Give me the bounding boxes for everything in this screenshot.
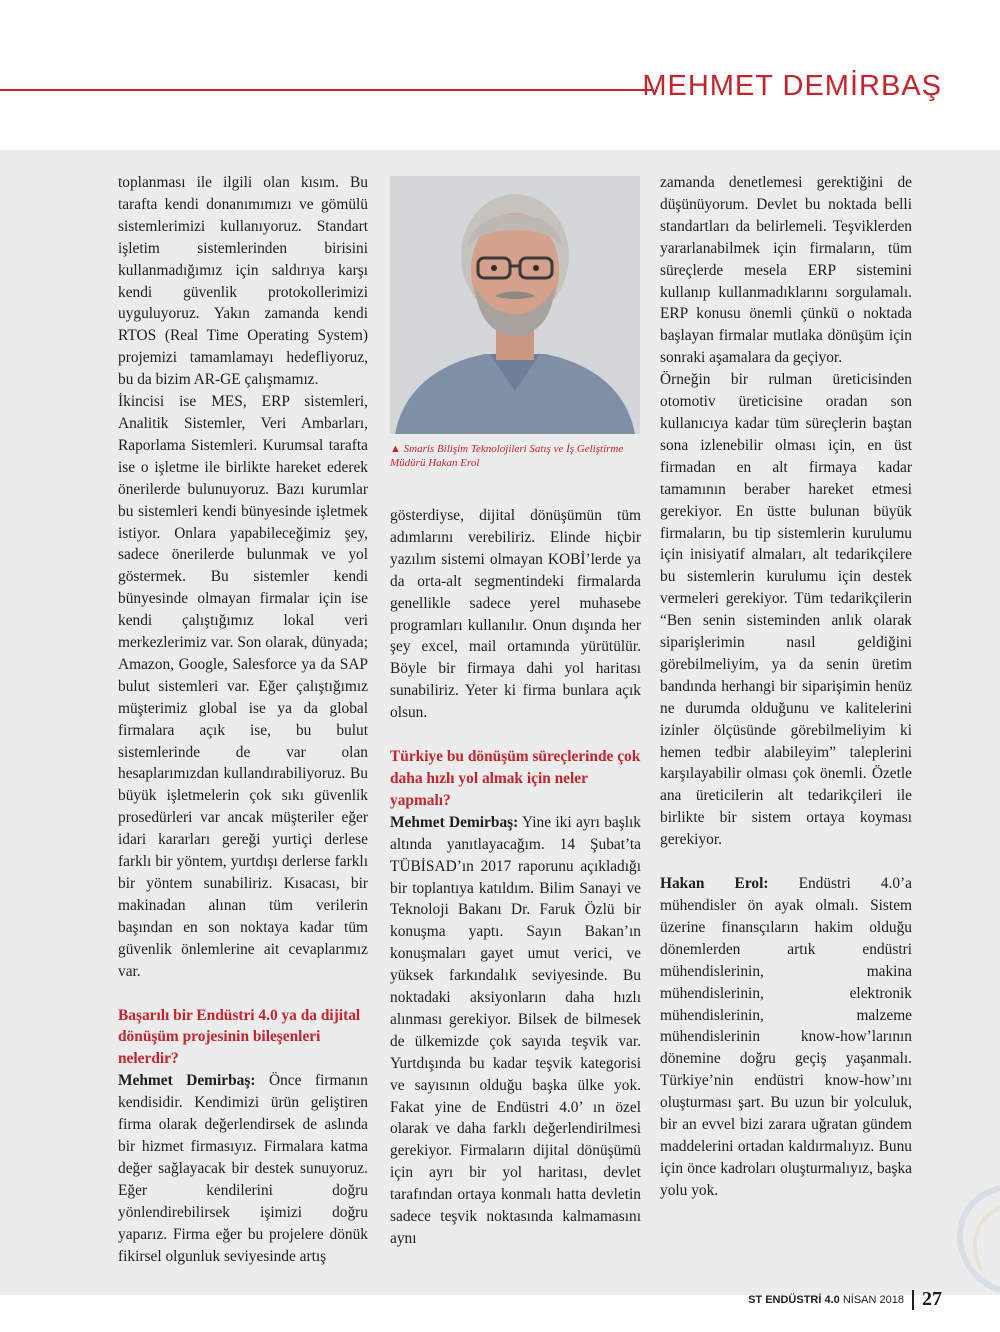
speaker-name: Mehmet Demirbaş: xyxy=(390,813,519,831)
speaker-name: Hakan Erol: xyxy=(660,875,769,893)
caption-triangle-icon: ▲ xyxy=(390,443,401,455)
article-column-1 xyxy=(118,172,368,1267)
speaker-name: Mehmet Demirbaş: xyxy=(118,1072,256,1090)
paragraph: Örneğin bir rulman üreticisinden otomotiv üreticisine oradan son kullanıcıya kadar tüm süreçlerin baştan sona izlenebilir olması için, en üst firmadan en alt firmaya kadar tamamının beraber hareket etmesi gerekiyor. En üstte bulunan büyük firmaların, bu tip sistemlerin kurulumu için inisiyatif almaları, alt tedarikçilere bu sistemlerin kurulumu için destek vermeleri gerekiyor. Tüm tedarikçilerin “Ben senin sisteminden anlık olarak siparişlerimin nasıl geldiğini görebilmeliyim, ya da senin üretim bandında herhangi bir siparişimin henüz ne durumda olduğunu ve kalitelerini izinler ölçüsünde görebilmeliyim ki hemen tedbir alabileyim” taleplerini karşılayabilir olması çok önemli. Özetle ana üreticilerin alt tedarikçileri ile birlikte bir sistem ortaya koyması gerekiyor. xyxy=(660,371,912,849)
caption-text: Smaris Bilişim Teknolojileri Satış ve İş Geliştirme Müdürü Hakan Erol xyxy=(390,443,624,469)
article-column-3 xyxy=(660,172,912,1202)
portrait-illustration xyxy=(390,176,640,434)
photo-caption xyxy=(390,442,640,470)
answer-paragraph xyxy=(390,812,641,1250)
portrait-photo xyxy=(390,176,640,434)
paragraph: İkincisi ise MES, ERP sistemleri, Analitik Sistemler, Veri Ambarları, Raporlama Sistemleri. Kurumsal tarafta ise o işletme ile birlikte hareket ederek önerilerde bulunuyoruz. Bazı kurumlar bu sistemleri kendi bünyesinde işletmek istiyor. Onlara yapabileceğimiz şey, sadece önerilerde bulunmak ve yol göstermek. Bu sistemler kendi bünyesinde olmayan firmalar için ise kendi çalıştığımız lokal veri merkezlerimiz var. Son olarak, dünyada; Amazon, Google, Salesforce ya da SAP bulut sistemleri var. Eğer çalıştığımız müşterimiz global ise ya da global firmalara açık ise, bu bulut sistemlerinde de var olan hesaplarımızdan kullandırabiliyoruz. Bu büyük işletmelerin çok sıkı güvenlik prosedürleri var ancak müşteriler eğer idari kararları gereği yurtiçi derlese farklı bir yöntem, yurtdışı derlerse farklı bir yöntem sunabiliriz. Kısacası, bir makinadan alınan tüm verilerin başından en son noktaya kadar tüm güvenlik önlemlerine ait cevaplarımız var. xyxy=(118,393,368,980)
paragraph: toplanması ile ilgili olan kısım. Bu tarafta kendi donanımımızı ve gömülü sistemlerimizi kullanıyoruz. Standart işletim sistemlerinden birisini kullanmadığımız için saldırıya karşı kendi güvenlik protokollerimizi uyguluyoruz. Yakın zamanda kendi RTOS (Real Time Operating System) projemizi tamamlamayı hedefliyoruz, bu da bizim AR-GE çalışmamız. xyxy=(118,174,368,389)
issue-date: NİSAN 2018 xyxy=(842,1293,904,1306)
answer-paragraph xyxy=(118,1070,368,1267)
paragraph: zamanda denetlemesi gerektiğini de düşünüyorum. Devlet bu noktada belli standartları da belirlemeli. Teşviklerden yararlanabilmek için firmaların, tüm süreçlerde mesela ERP sistemini kullanıp kullanmadıklarını sorgulamalı. ERP konusu önemli çünkü o noktada başlayan firmalar mutlaka dönüşüm için sonraki aşamalara da geçiyor. xyxy=(660,174,912,367)
footer-divider xyxy=(912,1290,914,1310)
question-heading: Başarılı bir Endüstri 4.0 ya da dijital dönüşüm projesinin bileşenleri nelerdir? xyxy=(118,1006,361,1068)
question-heading: Türkiye bu dönüşüm süreçlerinde çok daha hızlı yol almak için neler yapmalı? xyxy=(390,748,641,809)
page-number: 27 xyxy=(922,1288,942,1310)
decorative-swirl-icon xyxy=(940,1178,1000,1308)
article-column-2 xyxy=(390,505,641,1250)
answer-text: Önce firmanın kendisidir. Kendimizi ürün geliştiren firma olarak değerlendirsek de aslında bir hizmet firmasıyız. Firmalara katma değer sağlayacak bir destek sunuyoruz. Eğer kendilerini doğru yönlendirebilirsek işimizi doğru yaparız. Firma eğer bu projelere dönük fikirsel olgunluk seviyesinde artış xyxy=(118,1072,368,1265)
page-footer xyxy=(748,1288,942,1311)
answer-paragraph xyxy=(660,873,912,1202)
header-rule xyxy=(0,89,652,91)
paragraph: gösterdiyse, dijital dönüşümün tüm adımlarını verebiliriz. Elinde hiçbir yazılım sistemi olmayan KOBİ’lerde ya da orta-alt segmentindeki firmalarda genellikle sadece yerel muhasebe programları kullanılır. Onun dışında her şey excel, mail ortamında yürütülür. Böyle bir firmaya dahi yol haritası sunabiliriz. Yeter ki firma bunlara açık olsun. xyxy=(390,507,641,722)
magazine-name: ST ENDÜSTRİ 4.0 xyxy=(748,1293,840,1306)
answer-text: Yine iki ayrı başlık altında yanıtlayacağım. 14 Şubat’ta TÜBİSAD’ın 2017 raporunu açıkladığı bir toplantıya katıldım. Bilim Sanayi ve Teknoloji Bakanı Dr. Faruk Özlü bir konuşma yaptı. Sayın Bakan’ın konuşmaları gayet umut verici, ve yüksek farkındalık seviyesinde. Bu noktadaki aksiyonların daha hızlı alınması gerekiyor. Bilsek de bilmesek de ülkemizde çok sayıda teşvik var. Yurtdışında bu kadar teşvik kategorisi ve sayısının olduğu başka ülke yok. Fakat yine de Endüstri 4.0’ ın özel olarak ve daha farklı değerlendirilmesi gerekiyor. Firmaların dijital dönüşümü için ayrı bir yol haritası, devlet tarafından ortaya konmalı hatta devletin sadece teşvik noktasında kalmamasını aynı xyxy=(390,813,641,1247)
author-header: MEHMET DEMİRBAŞ xyxy=(642,70,942,102)
answer-text: Endüstri 4.0’a mühendisler ön ayak olmalı. Sistem üzerine finansçıların hakim olduğu dönemlerden artık endüstri mühendislerinin, makina mühendislerinin, elektronik mühendislerinin, malzeme mühendislerinin know-how’larının dönemine doğru geçiş yaşanmalı. Türkiye’nin endüstri know-how’ını oluşturması şart. Bu uzun bir yolculuk, bir an evvel bizi zarara uğratan gündem maddelerini ortadan kaldırmalıyız. Bunu için önce kadroları oluşturmalıyız, başka yolu yok. xyxy=(660,875,912,1199)
